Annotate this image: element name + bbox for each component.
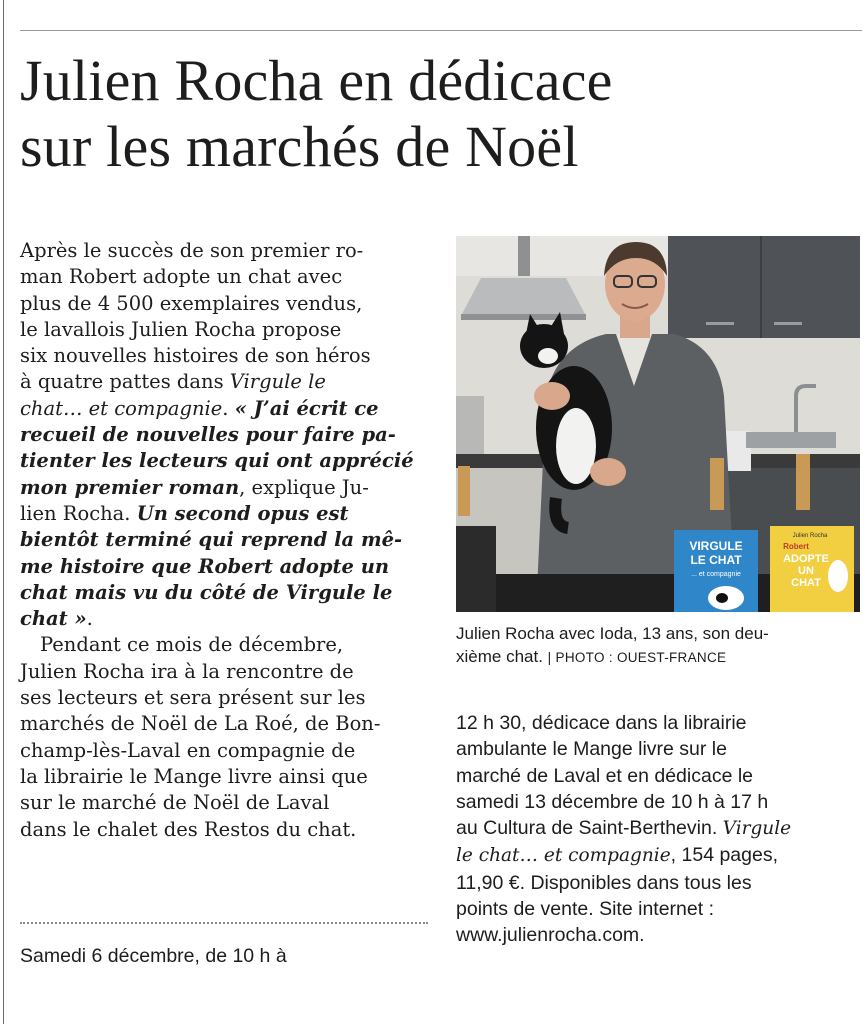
- quote-line: chat mais vu du côté de Virgule le: [20, 580, 393, 604]
- body-text: à quatre pattes dans: [20, 370, 230, 394]
- body-text: .: [222, 396, 235, 420]
- body-line: dans le chalet des Restos du chat.: [20, 817, 357, 841]
- body-line: [20, 475, 430, 501]
- body-line: Pendant ce mois de décembre,: [40, 633, 344, 657]
- body-line: samedi 13 décembre de 10 h à 17 h: [456, 790, 769, 813]
- article-body-column: [20, 238, 430, 843]
- book-1-title-line-2: LE CHAT: [690, 553, 742, 567]
- body-line: [20, 501, 430, 527]
- book-2-author: Julien Rocha: [792, 533, 828, 539]
- quote-line: bientôt terminé qui reprend la mê-: [20, 528, 403, 552]
- headline-line-1: Julien Rocha en dédicace: [20, 48, 613, 113]
- body-line: six nouvelles histoires de son héros: [20, 344, 371, 368]
- event-dateline: Samedi 6 décembre, de 10 h à: [20, 945, 287, 967]
- body-line: ses lecteurs et sera présent sur les: [20, 686, 366, 710]
- body-line: ambulante le Mange livre sur le: [456, 738, 727, 761]
- body-line: plus de 4 500 exemplaires vendus,: [20, 291, 363, 315]
- caption-line-2: [456, 645, 860, 669]
- book-title-italic: chat… et compagnie: [20, 396, 223, 420]
- body-line: [456, 815, 860, 842]
- dotted-separator: [20, 922, 428, 924]
- article-headline: [20, 48, 850, 180]
- body-line: man Robert adopte un chat avec: [20, 265, 343, 289]
- body-line: 11,90 €. Disponibles dans tous les: [456, 871, 752, 894]
- book-2-kicker: Robert: [783, 542, 809, 551]
- book-2-title-line-1: ADOPTE: [783, 553, 829, 565]
- quote-line: recueil de nouvelles pour faire pa-: [20, 423, 396, 447]
- book-2-title-line-3: CHAT: [791, 577, 821, 589]
- body-line: [20, 369, 430, 395]
- body-line: marché de Laval et en dédicace le: [456, 764, 754, 787]
- headline-line-2: sur les marchés de Noël: [20, 114, 579, 179]
- body-line: le lavallois Julien Rocha propose: [20, 317, 342, 341]
- photo-caption: [456, 622, 860, 669]
- article-right-column: [456, 710, 860, 949]
- quote-text: chat »: [20, 607, 87, 631]
- body-line: 12 h 30, dédicace dans la librairie: [456, 712, 747, 734]
- book-title-italic: Virgule le: [229, 370, 326, 394]
- book-1-title-line-1: VIRGULE: [689, 539, 743, 553]
- body-text: au Cultura de Saint-Berthevin.: [456, 817, 723, 840]
- body-line: la librairie le Mange livre ainsi que: [20, 764, 368, 788]
- body-text: .: [86, 607, 93, 631]
- quote-line: tienter les lecteurs qui ont apprécié: [20, 449, 414, 473]
- body-line: Après le succès de son premier ro-: [20, 239, 364, 262]
- quote-line: me histoire que Robert adopte un: [20, 554, 390, 578]
- body-line: sur le marché de Noël de Laval: [20, 791, 330, 815]
- body-line: champ-lès-Laval en compagnie de: [20, 738, 356, 762]
- book-title-italic: le chat… et compagnie: [456, 845, 671, 867]
- photo-credit: | PHOTO : OUEST-FRANCE: [547, 650, 727, 665]
- body-text: , explique Ju-: [239, 475, 369, 499]
- body-line: Julien Rocha ira à la rencontre de: [20, 659, 354, 683]
- caption-text: xième chat.: [456, 647, 543, 666]
- body-text: lien Rocha.: [20, 501, 137, 525]
- book-1-subtitle: ... et compagnie: [691, 571, 741, 578]
- body-line: [20, 606, 430, 632]
- book-2-title-line-2: UN: [798, 565, 814, 577]
- quote-text: Un second opus est: [136, 501, 349, 525]
- book-title-italic: Virgule: [722, 818, 792, 840]
- body-line: points de vente. Site internet :: [456, 898, 714, 921]
- body-line: [20, 396, 430, 422]
- website-url: www.julienrocha.com.: [456, 924, 645, 947]
- body-line: marchés de Noël de La Roé, de Bon-: [20, 712, 381, 736]
- quote-text: mon premier roman: [20, 475, 240, 499]
- caption-line-1: Julien Rocha avec Ioda, 13 ans, son deu-: [456, 624, 769, 643]
- photo-illustration: [456, 236, 860, 612]
- body-text: , 154 pages,: [670, 844, 779, 867]
- page-top-rule: [20, 30, 862, 31]
- quote-text: « J’ai écrit ce: [234, 396, 379, 420]
- page-left-rule: [3, 0, 4, 1024]
- article-photo: [456, 236, 860, 612]
- body-line: [456, 842, 860, 869]
